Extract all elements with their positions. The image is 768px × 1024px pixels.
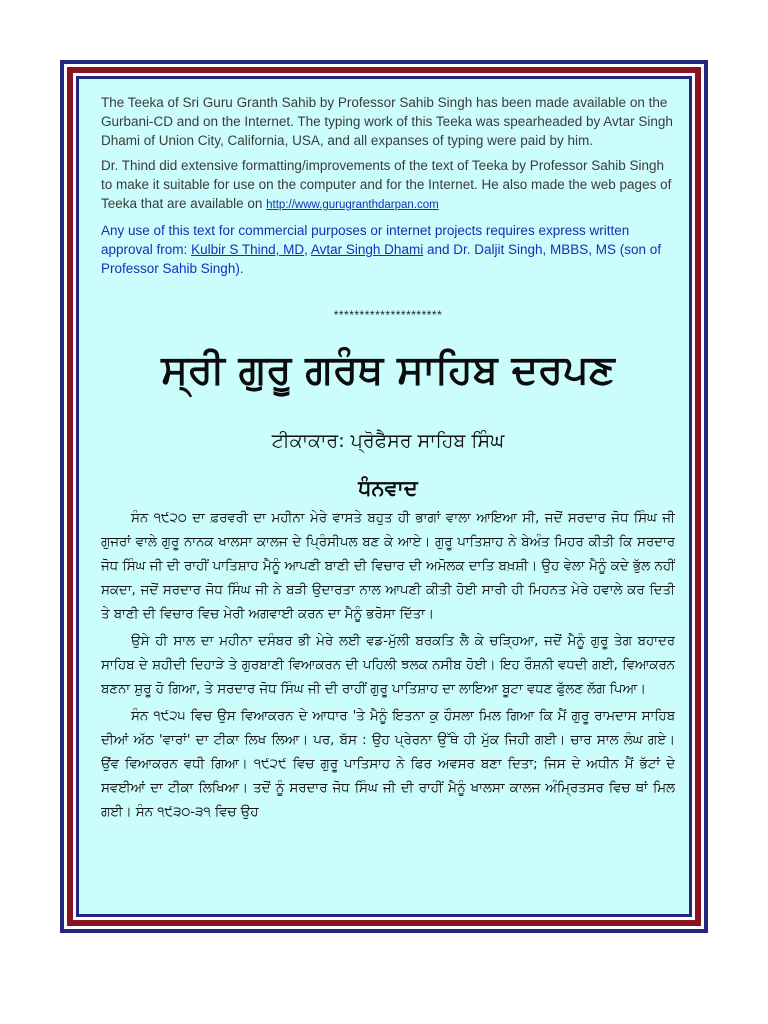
- page-panel: [76, 76, 692, 917]
- body-paragraph-2: ਉਸੇ ਹੀ ਸਾਲ ਦਾ ਮਹੀਨਾ ਦਸੰਬਰ ਭੀ ਮੇਰੇ ਲਈ ਵਡ-ਮੁੱਲੀ ਬਰਕਤਿ ਲੈ ਕੇ ਚੜ੍ਹਿਆ, ਜਦੋਂ ਮੈਨੂੰ ਗੁਰੂ ਤੇਗ ਬਹਾਦਰ ਸਾਹਿਬ ਦੇ ਸ਼ਹੀਦੀ ਦਿਹਾੜੇ ਤੇ ਗੁਰਬਾਣੀ ਵਿਆਕਰਨ ਦੀ ਪਹਿਲੀ ਝਲਕ ਨਸੀਬ ਹੋਈ। ਇਹ ਰੌਸ਼ਨੀ ਵਧਦੀ ਗਈ, ਵਿਆਕਰਨ ਬਣਨਾ ਸ਼ੁਰੂ ਹੋ ਗਿਆ, ਤੇ ਸਰਦਾਰ ਜੋਧ ਸਿੰਘ ਜੀ ਦੀ ਰਾਹੀਂ ਗੁਰੂ ਪਾਤਿਸ਼ਾਹ ਦਾ ਲਾਇਆ ਬੂਟਾ ਵਧਣ ਫੁੱਲਣ ਲੱਗ ਪਿਆ।: [101, 634, 675, 697]
- body-paragraph-3: ਸੰਨ ੧੯੨੫ ਵਿਚ ਉਸ ਵਿਆਕਰਨ ਦੇ ਆਧਾਰ 'ਤੇ ਮੈਨੂੰ ਇਤਨਾ ਕੁ ਹੌਸਲਾ ਮਿਲ ਗਿਆ ਕਿ ਮੈਂ ਗੁਰੂ ਰਾਮਦਾਸ ਸਾਹਿਬ ਦੀਆਂ ਅੱਠ 'ਵਾਰਾਂ' ਦਾ ਟੀਕਾ ਲਿਖ ਲਿਆ। ਪਰ, ਬੱਸ : ਉਹ ਪ੍ਰੇਰਨਾ ਉੱਥੇ ਹੀ ਮੁੱਕ ਜਿਹੀ ਗਈ। ਚਾਰ ਸਾਲ ਲੰਘ ਗਏ। ਉਂਵ ਵਿਆਕਰਨ ਵਧੀ ਗਿਆ। ੧੯੨੯ ਵਿਚ ਗੁਰੂ ਪਾਤਿਸਾਹ ਨੇ ਫਿਰ ਅਵਸਰ ਬਣਾ ਦਿਤਾ; ਜਿਸ ਦੇ ਅਧੀਨ ਮੈਂ ਭੱਟਾਂ ਦੇ ਸਵਈਆਂ ਦਾ ਟੀਕਾ ਲਿਖਿਆ। ਤਦੋਂ ਨੂੰ ਸਰਦਾਰ ਜੋਧ ਸਿੰਘ ਜੀ ਦੀ ਰਾਹੀਂ ਮੈਨੂੰ ਖਾਲਸਾ ਕਾਲਜ ਅੰਮ੍ਰਿਤਸਰ ਵਿਚ ਥਾਂ ਮਿਲ ਗਈ। ਸੰਨ ੧੯੩੦-੩੧ ਵਿਚ ਉਹ: [101, 709, 675, 820]
- section-heading: ਧੰਨਵਾਦ: [358, 476, 418, 500]
- intro-paragraph-2-text: Dr. Thind did extensive formatting/improvements of the text of Teeka by Professor Sahib Singh to make it suitable for use on the computer and for the Internet. He also made the web pages of Teeka that are available on: [101, 158, 672, 211]
- body-paragraph-1: ਸੰਨ ੧੯੨੦ ਦਾ ਫ਼ਰਵਰੀ ਦਾ ਮਹੀਨਾ ਮੇਰੇ ਵਾਸਤੇ ਬਹੁਤ ਹੀ ਭਾਗਾਂ ਵਾਲਾ ਆਇਆ ਸੀ, ਜਦੋਂ ਸਰਦਾਰ ਜੋਧ ਸਿੰਘ ਜੀ ਗੁਜਰਾਂ ਵਾਲੇ ਗੁਰੂ ਨਾਨਕ ਖਾਲਸਾ ਕਾਲਜ ਦੇ ਪ੍ਰਿੰਸੀਪਲ ਬਣ ਕੇ ਆਏ। ਗੁਰੂ ਪਾਤਿਸ਼ਾਹ ਨੇ ਬੇਅੰਤ ਮਿਹਰ ਕੀਤੀ ਕਿ ਸਰਦਾਰ ਜੋਧ ਸਿੰਘ ਜੀ ਦੀ ਰਾਹੀਂ ਪਾਤਿਸ਼ਾਹ ਮੈਨੂੰ ਆਪਣੀ ਬਾਣੀ ਦੀ ਵਿਚਾਰ ਦੀ ਅਮੋਲਕ ਦਾਤਿ ਬਖ਼ਸ਼ੀ। ਉਹ ਵੇਲਾ ਮੈਨੂੰ ਕਦੇ ਭੁੱਲ ਨਹੀਂ ਸਕਦਾ, ਜਦੋਂ ਸਰਦਾਰ ਜੋਧ ਸਿੰਘ ਜੀ ਨੇ ਬੜੀ ਉਦਾਰਤਾ ਨਾਲ ਆਪਣੀ ਕੀਤੀ ਹੋਈ ਸਾਰੀ ਹੀ ਮਿਹਨਤ ਮੇਰੇ ਹਵਾਲੇ ਕਰ ਦਿਤੀ ਤੇ ਬਾਣੀ ਦੀ ਵਿਚਾਰ ਵਿਚ ਮੇਰੀ ਅਗਵਾਈ ਕਰਨ ਦਾ ਮੈਨੂੰ ਭਰੋਸਾ ਦਿੱਤਾ।: [101, 511, 675, 622]
- page-content: [101, 93, 675, 910]
- intro-paragraph-1: The Teeka of Sri Guru Granth Sahib by Professor Sahib Singh has been made available on the Gurbani-CD and on the Internet. The typing work of this Teeka was spearheaded by Avtar Singh Dhami of Union City, California, USA, and all expanses of typing were paid by him.: [101, 95, 673, 148]
- author-byline: ਟੀਕਾਕਾਰ: ਪ੍ਰੋਫੈਸਰ ਸਾਹਿਬ ਸਿੰਘ: [271, 430, 505, 452]
- avtar-dhami-link[interactable]: Avtar Singh Dhami: [310, 242, 424, 257]
- comma: ,: [304, 242, 308, 257]
- permission-text-end: and Dr. Daljit Singh, MBBS, MS (son of Professor Sahib Singh).: [101, 242, 662, 276]
- book-title: ਸ੍ਰੀ ਗੁਰੂ ਗਰੰਥ ਸਾਹਿਬ ਦਰਪਣ: [161, 347, 615, 393]
- separator-stars: *********************: [333, 308, 443, 322]
- intro-paragraph-3: [101, 221, 675, 278]
- permission-text: Any use of this text for commercial purposes or internet projects requires express written approval from:: [101, 223, 630, 257]
- page-border-outer: [60, 60, 708, 933]
- website-link[interactable]: http://www.gurugranthdarpan.com: [266, 199, 439, 211]
- intro-paragraph-2: [101, 156, 675, 215]
- kulbir-thind-link[interactable]: Kulbir S Thind, MD: [191, 242, 305, 257]
- page-border-middle: [67, 67, 701, 926]
